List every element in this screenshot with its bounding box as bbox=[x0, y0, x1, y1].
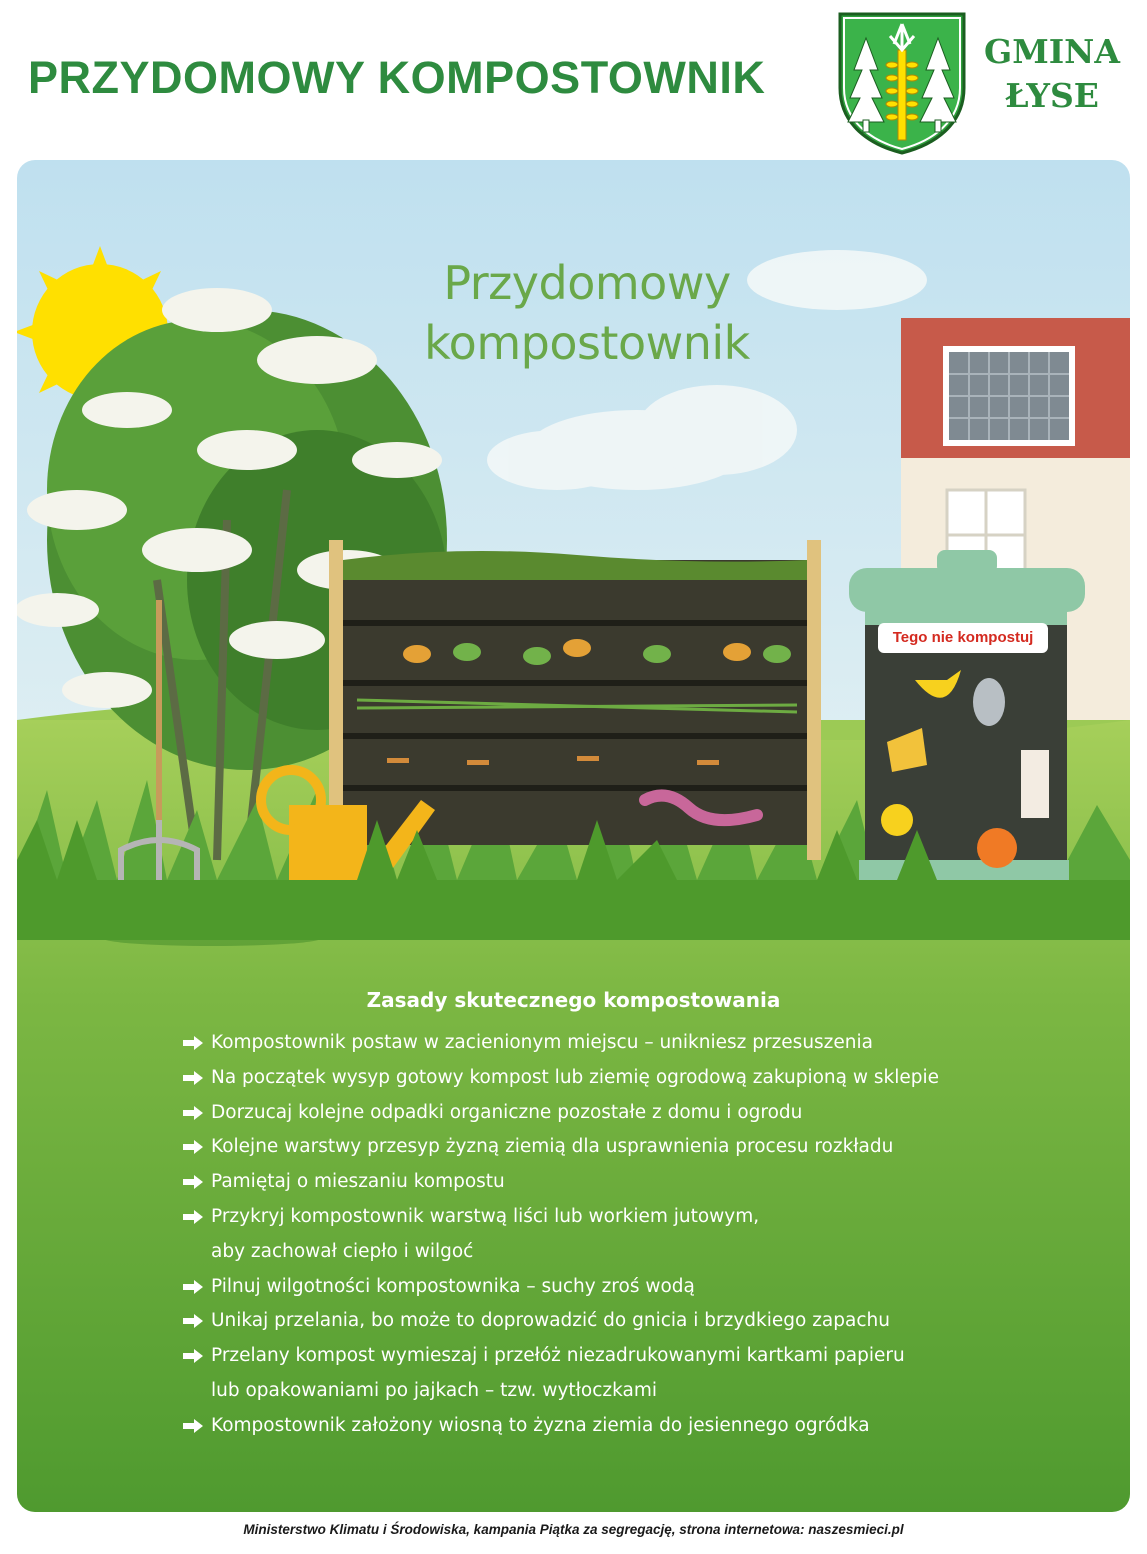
rule-text: aby zachował ciepło i wilgoć bbox=[211, 1240, 474, 1262]
rule-item bbox=[183, 1165, 1130, 1200]
rule-text: lub opakowaniami po jajkach – tzw. wytłoczkami bbox=[211, 1379, 657, 1401]
arrow-right-icon bbox=[183, 1314, 203, 1328]
rule-text: Na początek wysyp gotowy kompost lub ziemię ogrodową zakupioną w sklepie bbox=[211, 1066, 940, 1088]
arrow-right-icon bbox=[183, 1210, 203, 1224]
arrow-right-icon bbox=[183, 1419, 203, 1433]
arrow-right-icon bbox=[183, 1036, 203, 1050]
arrow-right-icon bbox=[183, 1349, 203, 1363]
arrow-right-icon bbox=[183, 1071, 203, 1085]
rule-item bbox=[183, 1200, 1130, 1270]
municipality-line-1: GMINA bbox=[984, 32, 1120, 71]
rule-item bbox=[183, 1409, 1130, 1444]
rule-item bbox=[183, 1304, 1130, 1339]
rule-text: Pilnuj wilgotności kompostownika – suchy zroś wodą bbox=[211, 1275, 695, 1297]
waste-bin bbox=[849, 550, 1085, 918]
arrow-right-icon bbox=[183, 1106, 203, 1120]
rule-item bbox=[183, 1026, 1130, 1061]
composting-rules bbox=[17, 988, 1130, 1444]
scene-title bbox=[287, 253, 887, 373]
rule-text: Przelany kompost wymieszaj i przełóż niezadrukowanymi kartkami papieru bbox=[211, 1345, 905, 1367]
gmina-coat-of-arms bbox=[834, 10, 970, 156]
rule-item bbox=[183, 1270, 1130, 1305]
arrow-right-icon bbox=[183, 1175, 203, 1189]
page-title: PRZYDOMOWY KOMPOSTOWNIK bbox=[28, 52, 766, 103]
scene-title-line-2: kompostownik bbox=[424, 316, 750, 371]
rules-heading: Zasady skutecznego kompostowania bbox=[366, 988, 781, 1012]
rule-text: Unikaj przelania, bo może to doprowadzić do gnicia i brzydkiego zapachu bbox=[211, 1310, 890, 1332]
do-not-compost-sign: Tego nie kompostuj bbox=[878, 623, 1048, 653]
compost-layers bbox=[329, 540, 821, 860]
rule-text: Kompostownik postaw w zacienionym miejscu – unikniesz przesuszenia bbox=[211, 1032, 873, 1053]
rules-list bbox=[17, 1026, 1130, 1444]
footer-credit: Ministerstwo Klimatu i Środowiska, kampania Piątka za segregację, strona internetowa: naszesmieci.pl bbox=[243, 1522, 904, 1537]
rule-item bbox=[183, 1096, 1130, 1131]
arrow-right-icon bbox=[183, 1140, 203, 1154]
rule-text: Kolejne warstwy przesyp żyzną ziemią dla usprawnienia procesu rozkładu bbox=[211, 1136, 894, 1158]
rule-text: Pamiętaj o mieszaniu kompostu bbox=[211, 1171, 505, 1193]
rule-item bbox=[183, 1339, 1130, 1409]
rule-text: Przykryj kompostownik warstwą liści lub workiem jutowym, bbox=[211, 1205, 760, 1227]
poster-panel bbox=[17, 160, 1130, 1512]
municipality-line-2: ŁYSE bbox=[1005, 76, 1099, 115]
scene-title-line-1: Przydomowy bbox=[443, 256, 731, 311]
rule-text: Kompostownik założony wiosną to żyzna ziemia do jesiennego ogródka bbox=[211, 1414, 870, 1436]
rule-text: Dorzucaj kolejne odpadki organiczne pozostałe z domu i ogrodu bbox=[211, 1101, 803, 1123]
rule-item bbox=[183, 1130, 1130, 1165]
rule-item bbox=[183, 1061, 1130, 1096]
municipality-name bbox=[982, 30, 1122, 118]
arrow-right-icon bbox=[183, 1280, 203, 1294]
